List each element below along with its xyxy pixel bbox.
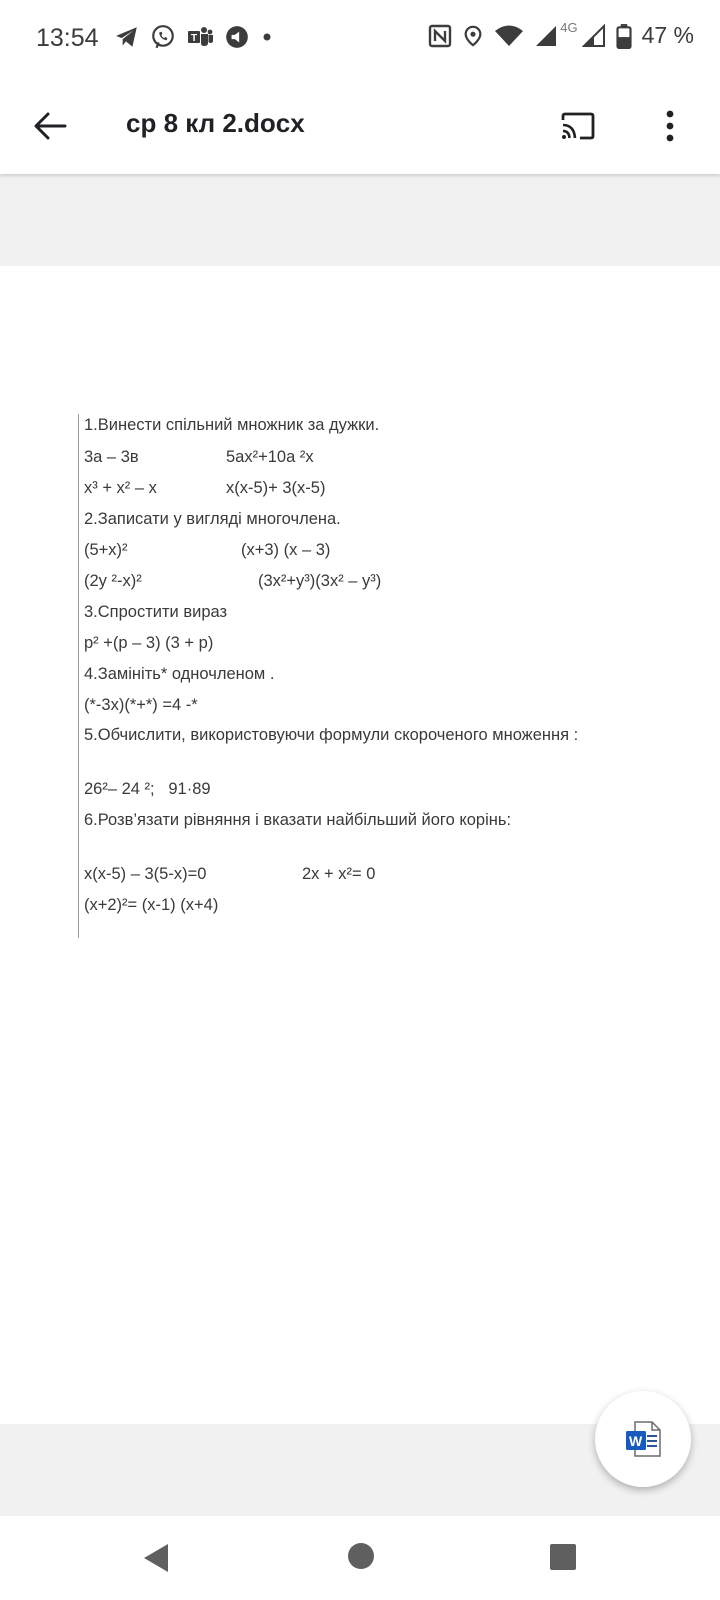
- doc-line: 1.Винести спільний множник за дужки.: [84, 416, 380, 434]
- battery-icon: [616, 23, 632, 49]
- nav-home-icon[interactable]: [346, 1541, 376, 1571]
- document-content: [78, 414, 602, 938]
- status-time: 13:54: [36, 24, 99, 52]
- network-type: 4G: [560, 20, 578, 35]
- signal-icon-2: [582, 23, 606, 49]
- status-right: [428, 22, 694, 49]
- doc-line: х³ + х² – х х(х-5)+ 3(х-5): [84, 479, 326, 497]
- telegram-icon: [114, 24, 140, 50]
- doc-line: (2у ²-х)² (3х²+у³)(3х² – у³): [84, 572, 382, 590]
- doc-line: 6.Розв’язати рівняння і вказати найбільший його корінь:: [84, 811, 512, 829]
- navigation-bar: [0, 1516, 720, 1600]
- doc-line: (х+2)²= (х-1) (х+4): [84, 896, 219, 914]
- doc-line: 3.Спростити вираз: [84, 603, 228, 621]
- doc-line: 5.Обчислити, використовуючи формули скороченого множення :: [84, 726, 579, 744]
- nav-back-icon[interactable]: [138, 1540, 174, 1576]
- open-in-word-button[interactable]: [595, 1391, 691, 1487]
- viber-icon: [150, 24, 176, 50]
- cast-button[interactable]: [556, 104, 600, 148]
- status-bar: [0, 0, 720, 78]
- more-options-button[interactable]: [648, 102, 692, 150]
- wifi-icon: [494, 23, 524, 49]
- notification-dot-icon: [260, 24, 274, 50]
- battery-percent: 47 %: [641, 22, 694, 48]
- app-bar: [0, 78, 720, 174]
- teams-icon: [186, 24, 214, 50]
- media-icon: [224, 24, 250, 50]
- signal-icon: [534, 23, 558, 49]
- doc-line: 26²– 24 ²; 91·89: [84, 780, 211, 798]
- word-icon: [623, 1419, 663, 1459]
- document-page: [0, 266, 720, 1424]
- arrow-back-icon: [33, 111, 67, 141]
- doc-line: (5+х)² (х+3) (х – 3): [84, 541, 331, 559]
- more-vertical-icon: [665, 110, 675, 142]
- doc-line: 2.Записати у вигляді многочлена.: [84, 510, 341, 528]
- doc-line: (*-3х)(*+*) =4 -*: [84, 696, 198, 714]
- nav-recents-icon[interactable]: [549, 1543, 577, 1571]
- doc-line: 3а – 3в 5ах²+10а ²х: [84, 448, 314, 466]
- cast-icon: [560, 112, 596, 140]
- location-icon: [462, 23, 484, 49]
- doc-line: р² +(р – 3) (3 + р): [84, 634, 214, 652]
- document-title: ср 8 кл 2.docx: [126, 108, 305, 138]
- svg-text:T: T: [191, 33, 198, 44]
- viewer-background-top: [0, 174, 720, 266]
- notification-icons: [114, 24, 274, 50]
- doc-line: х(х-5) – 3(5-х)=0 2х + х²= 0: [84, 865, 376, 883]
- svg-text:W: W: [629, 1433, 643, 1449]
- nfc-icon: [428, 23, 452, 49]
- doc-line: 4.Замініть* одночленом .: [84, 665, 275, 683]
- back-button[interactable]: [26, 102, 74, 150]
